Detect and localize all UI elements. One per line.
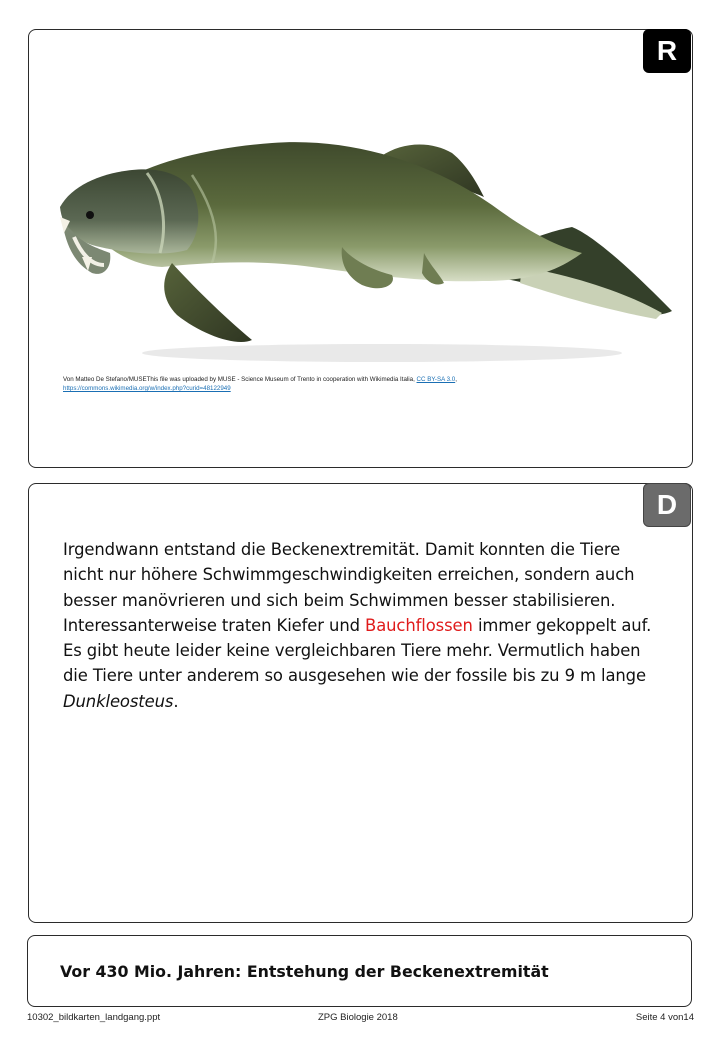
footer-page-number: Seite 4 von14 — [635, 1012, 694, 1023]
description-paragraph-2: Es gibt heute leider keine vergleichbaren Tiere mehr. Vermutlich haben die Tiere unter anderem so ausgesehen wie der fossile bis zu 9 m lange Dunkleosteus. — [63, 641, 646, 711]
card-badge-r: R — [643, 29, 691, 73]
license-link[interactable]: CC BY-SA 3.0 — [416, 376, 456, 383]
highlight-bauchflossen: Bauchflossen — [365, 615, 473, 635]
credit-text: Von Matteo De Stefano/MUSEThis file was uploaded by MUSE - Science Museum of Trento in cooperation with Wikimedia Italia, — [63, 376, 417, 383]
image-credit — [63, 375, 623, 393]
description-text — [63, 537, 663, 714]
card-badge-d: D — [643, 483, 691, 527]
card-title: Vor 430 Mio. Jahren: Entstehung der Beckenextremität — [60, 962, 549, 981]
dunkleosteus-image — [52, 135, 674, 367]
species-name: Dunkleosteus — [63, 691, 174, 711]
footer-filename: 10302_bildkarten_landgang.ppt — [27, 1012, 161, 1023]
footer-course: ZPG Biologie 2018 — [318, 1012, 398, 1023]
description-paragraph-1: Irgendwann entstand die Beckenextremität. Damit konnten die Tiere nicht nur höhere Schwimmgeschwindigkeiten erreichen, sondern auch besser manövrieren und sich beim Schwimmen besser stabilisieren. Interessanterweise traten Kiefer und Bauchflossen immer gekoppelt auf. — [63, 540, 652, 635]
credit-separator: , — [455, 376, 457, 383]
source-url-link[interactable]: https://commons.wikimedia.org/w/index.php?curid=48122949 — [63, 385, 231, 392]
